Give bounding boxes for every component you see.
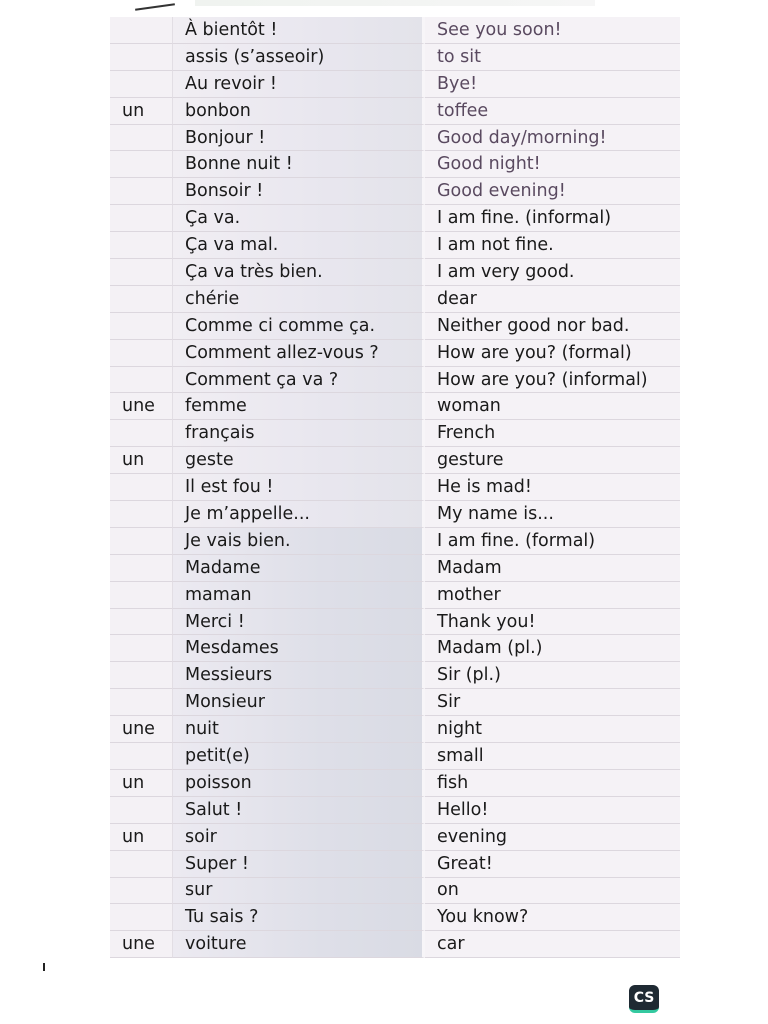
english-translation-cell: Good evening! bbox=[425, 178, 680, 205]
english-translation-cell: car bbox=[425, 931, 680, 958]
french-term-cell: Comme ci comme ça. bbox=[173, 313, 425, 340]
article-cell bbox=[110, 367, 173, 394]
english-translation-cell: fish bbox=[425, 770, 680, 797]
vocab-row bbox=[110, 17, 680, 44]
article-cell bbox=[110, 555, 173, 582]
english-translation-cell: dear bbox=[425, 286, 680, 313]
english-translation-cell: to sit bbox=[425, 44, 680, 71]
english-translation-cell: mother bbox=[425, 582, 680, 609]
vocab-row bbox=[110, 447, 680, 474]
vocab-row bbox=[110, 716, 680, 743]
article-cell bbox=[110, 205, 173, 232]
vocab-row bbox=[110, 528, 680, 555]
vocab-row bbox=[110, 824, 680, 851]
article-cell bbox=[110, 851, 173, 878]
vocab-row bbox=[110, 125, 680, 152]
french-term-cell: petit(e) bbox=[173, 743, 425, 770]
english-translation-cell: Neither good nor bad. bbox=[425, 313, 680, 340]
article-cell: un bbox=[110, 98, 173, 125]
french-term-cell: bonbon bbox=[173, 98, 425, 125]
french-term-cell: assis (s’asseoir) bbox=[173, 44, 425, 71]
article-cell bbox=[110, 420, 173, 447]
english-translation-cell: My name is... bbox=[425, 501, 680, 528]
english-translation-cell: He is mad! bbox=[425, 474, 680, 501]
french-term-cell: Merci ! bbox=[173, 609, 425, 636]
vocab-row bbox=[110, 851, 680, 878]
article-cell bbox=[110, 582, 173, 609]
article-cell bbox=[110, 340, 173, 367]
french-term-cell: Super ! bbox=[173, 851, 425, 878]
vocab-row bbox=[110, 555, 680, 582]
article-cell bbox=[110, 474, 173, 501]
english-translation-cell: I am fine. (informal) bbox=[425, 205, 680, 232]
french-term-cell: sur bbox=[173, 878, 425, 905]
vocab-row bbox=[110, 635, 680, 662]
french-term-cell: Messieurs bbox=[173, 662, 425, 689]
vocab-row bbox=[110, 931, 680, 958]
english-translation-cell: small bbox=[425, 743, 680, 770]
vocab-row bbox=[110, 770, 680, 797]
vocab-row bbox=[110, 205, 680, 232]
french-term-cell: geste bbox=[173, 447, 425, 474]
vocab-row bbox=[110, 797, 680, 824]
article-cell: une bbox=[110, 716, 173, 743]
french-term-cell: nuit bbox=[173, 716, 425, 743]
english-translation-cell: night bbox=[425, 716, 680, 743]
vocab-row bbox=[110, 178, 680, 205]
article-cell: une bbox=[110, 931, 173, 958]
vocab-row bbox=[110, 286, 680, 313]
french-term-cell: français bbox=[173, 420, 425, 447]
vocab-row bbox=[110, 71, 680, 98]
article-cell: une bbox=[110, 393, 173, 420]
vocab-row bbox=[110, 609, 680, 636]
article-cell: un bbox=[110, 770, 173, 797]
french-term-cell: Bonjour ! bbox=[173, 125, 425, 152]
french-term-cell: maman bbox=[173, 582, 425, 609]
english-translation-cell: evening bbox=[425, 824, 680, 851]
french-term-cell: Il est fou ! bbox=[173, 474, 425, 501]
vocab-row bbox=[110, 259, 680, 286]
vocab-row bbox=[110, 98, 680, 125]
article-cell: un bbox=[110, 447, 173, 474]
scan-mark bbox=[43, 963, 45, 971]
french-term-cell: Ça va. bbox=[173, 205, 425, 232]
french-term-cell: Je vais bien. bbox=[173, 528, 425, 555]
article-cell bbox=[110, 635, 173, 662]
vocab-row bbox=[110, 501, 680, 528]
english-translation-cell: You know? bbox=[425, 904, 680, 931]
english-translation-cell: I am fine. (formal) bbox=[425, 528, 680, 555]
english-translation-cell: Sir bbox=[425, 689, 680, 716]
english-translation-cell: toffee bbox=[425, 98, 680, 125]
article-cell bbox=[110, 125, 173, 152]
article-cell bbox=[110, 178, 173, 205]
cropped-header-fragment bbox=[135, 0, 635, 14]
english-translation-cell: See you soon! bbox=[425, 17, 680, 44]
vocab-row bbox=[110, 662, 680, 689]
vocab-row bbox=[110, 420, 680, 447]
french-term-cell: Salut ! bbox=[173, 797, 425, 824]
article-cell bbox=[110, 904, 173, 931]
french-term-cell: Je m’appelle... bbox=[173, 501, 425, 528]
english-translation-cell: on bbox=[425, 878, 680, 905]
french-term-cell: Tu sais ? bbox=[173, 904, 425, 931]
french-term-cell: Ça va mal. bbox=[173, 232, 425, 259]
english-translation-cell: Great! bbox=[425, 851, 680, 878]
article-cell bbox=[110, 501, 173, 528]
article-cell bbox=[110, 662, 173, 689]
article-cell bbox=[110, 259, 173, 286]
vocab-row bbox=[110, 232, 680, 259]
article-cell bbox=[110, 743, 173, 770]
vocab-row bbox=[110, 151, 680, 178]
french-term-cell: Mesdames bbox=[173, 635, 425, 662]
english-translation-cell: How are you? (formal) bbox=[425, 340, 680, 367]
english-translation-cell: woman bbox=[425, 393, 680, 420]
vocab-row bbox=[110, 393, 680, 420]
english-translation-cell: Hello! bbox=[425, 797, 680, 824]
vocab-row bbox=[110, 340, 680, 367]
english-translation-cell: Good night! bbox=[425, 151, 680, 178]
french-term-cell: À bientôt ! bbox=[173, 17, 425, 44]
english-translation-cell: I am very good. bbox=[425, 259, 680, 286]
decorative-illustration-fragment bbox=[135, 3, 175, 11]
article-cell bbox=[110, 232, 173, 259]
article-cell bbox=[110, 17, 173, 44]
english-translation-cell: I am not fine. bbox=[425, 232, 680, 259]
article-cell bbox=[110, 151, 173, 178]
vocab-row bbox=[110, 44, 680, 71]
english-translation-cell: Bye! bbox=[425, 71, 680, 98]
english-translation-cell: How are you? (informal) bbox=[425, 367, 680, 394]
french-term-cell: Comment allez-vous ? bbox=[173, 340, 425, 367]
french-term-cell: Ça va très bien. bbox=[173, 259, 425, 286]
vocab-row bbox=[110, 689, 680, 716]
vocab-row bbox=[110, 878, 680, 905]
article-cell bbox=[110, 286, 173, 313]
vocabulary-table bbox=[110, 17, 680, 958]
french-term-cell: voiture bbox=[173, 931, 425, 958]
article-cell bbox=[110, 528, 173, 555]
article-cell bbox=[110, 878, 173, 905]
vocab-row bbox=[110, 743, 680, 770]
article-cell bbox=[110, 609, 173, 636]
english-translation-cell: French bbox=[425, 420, 680, 447]
french-term-cell: Bonsoir ! bbox=[173, 178, 425, 205]
vocab-row bbox=[110, 367, 680, 394]
vocab-row bbox=[110, 904, 680, 931]
english-translation-cell: Sir (pl.) bbox=[425, 662, 680, 689]
french-term-cell: Monsieur bbox=[173, 689, 425, 716]
english-translation-cell: Thank you! bbox=[425, 609, 680, 636]
french-term-cell: chérie bbox=[173, 286, 425, 313]
article-cell bbox=[110, 313, 173, 340]
article-cell bbox=[110, 797, 173, 824]
article-cell bbox=[110, 71, 173, 98]
english-translation-cell: Madam bbox=[425, 555, 680, 582]
vocab-row bbox=[110, 582, 680, 609]
camscanner-logo-icon: CS bbox=[629, 985, 659, 1013]
vocab-row bbox=[110, 474, 680, 501]
french-term-cell: Au revoir ! bbox=[173, 71, 425, 98]
vocab-row bbox=[110, 313, 680, 340]
french-term-cell: Madame bbox=[173, 555, 425, 582]
french-term-cell: Bonne nuit ! bbox=[173, 151, 425, 178]
french-term-cell: soir bbox=[173, 824, 425, 851]
english-translation-cell: Good day/morning! bbox=[425, 125, 680, 152]
faded-heading-fragment bbox=[195, 0, 595, 6]
article-cell: un bbox=[110, 824, 173, 851]
article-cell bbox=[110, 689, 173, 716]
french-term-cell: poisson bbox=[173, 770, 425, 797]
english-translation-cell: Madam (pl.) bbox=[425, 635, 680, 662]
english-translation-cell: gesture bbox=[425, 447, 680, 474]
french-term-cell: Comment ça va ? bbox=[173, 367, 425, 394]
french-term-cell: femme bbox=[173, 393, 425, 420]
article-cell bbox=[110, 44, 173, 71]
